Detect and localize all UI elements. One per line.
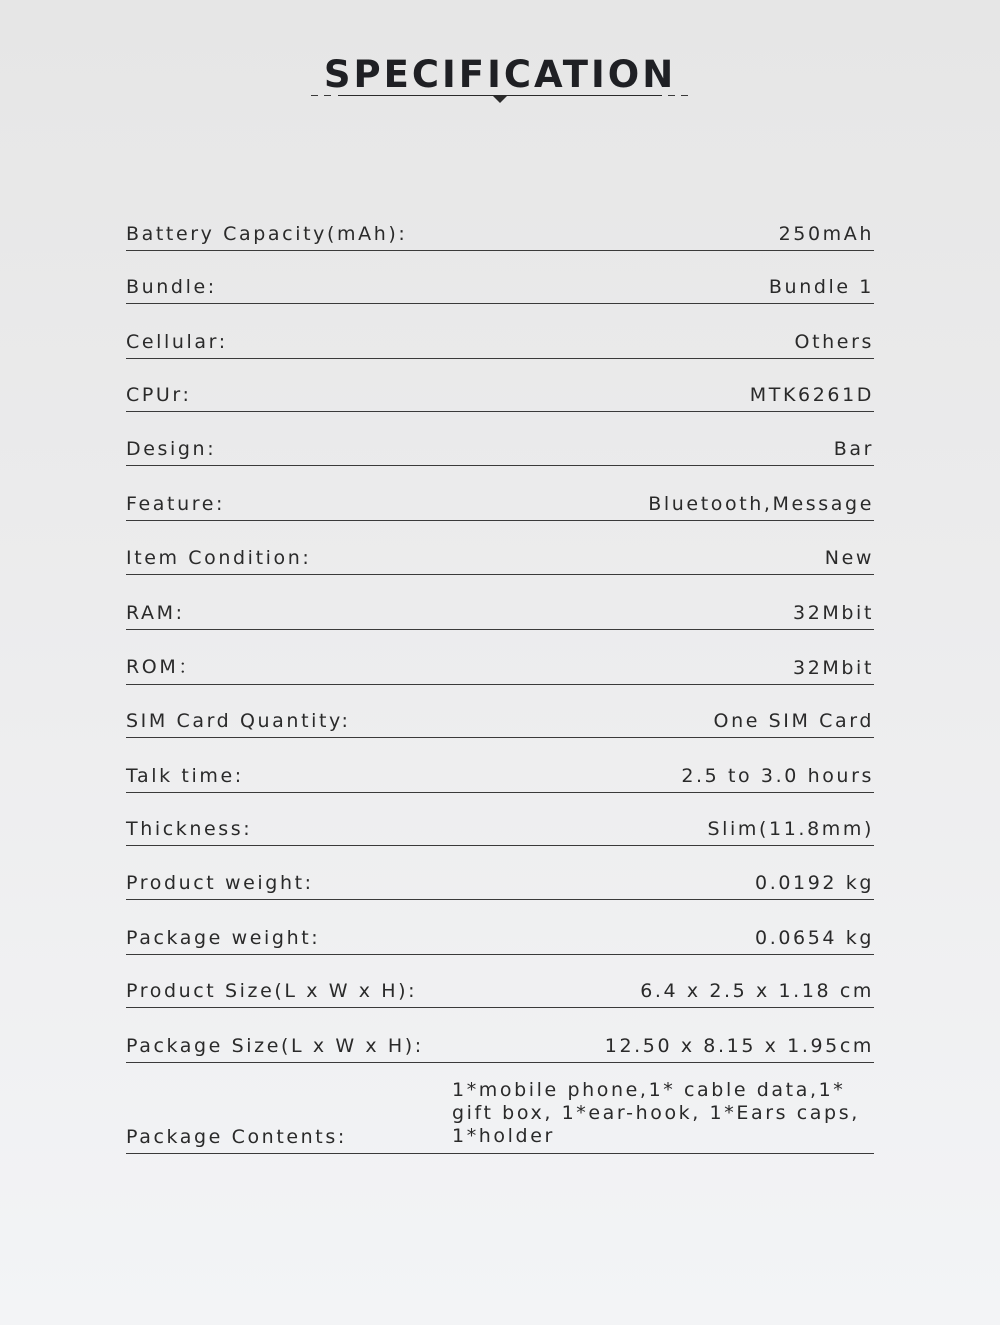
- spec-label: ROM：: [126, 656, 200, 678]
- page-title: SPECIFICATION: [323, 53, 677, 96]
- spec-row-item-condition: [126, 524, 874, 575]
- spec-label: Item Condition:: [126, 547, 312, 569]
- spec-header: [0, 52, 1000, 112]
- spec-value: New: [824, 547, 874, 569]
- spec-label: Package Size(L x W x H):: [126, 1035, 424, 1057]
- spec-label: CPUr:: [126, 384, 192, 406]
- spec-value: Bluetooth,Message: [648, 493, 874, 515]
- spec-value: 32Mbit: [793, 602, 874, 624]
- spec-row-bundle: [126, 253, 874, 304]
- spec-label: Cellular:: [126, 331, 228, 353]
- spec-label: Product weight:: [126, 872, 314, 894]
- spec-value: MTK6261D: [749, 384, 874, 406]
- spec-value: Slim(11.8mm): [707, 818, 874, 840]
- spec-label: Bundle:: [126, 276, 217, 298]
- spec-value: 250mAh: [778, 223, 874, 245]
- spec-label: Package weight:: [126, 927, 321, 949]
- spec-row-package-size: [126, 1012, 874, 1063]
- spec-row-design: [126, 415, 874, 466]
- spec-value: 6.4 x 2.5 x 1.18 cm: [640, 980, 874, 1002]
- spec-label: Product Size(L x W x H):: [126, 980, 418, 1002]
- spec-row-battery: [126, 200, 874, 251]
- spec-label: Design:: [126, 438, 217, 460]
- spec-row-rom: [126, 634, 874, 685]
- spec-row-product-weight: [126, 849, 874, 900]
- spec-value: One SIM Card: [713, 710, 874, 732]
- spec-label: Thickness:: [126, 818, 253, 840]
- spec-value: 0.0654 kg: [755, 927, 874, 949]
- spec-row-package-weight: [126, 904, 874, 955]
- spec-label: SIM Card Quantity:: [126, 710, 351, 732]
- spec-row-product-size: [126, 957, 874, 1008]
- spec-row-cpu: [126, 361, 874, 412]
- spec-value: 1*mobile phone,1* cable data,1* gift box, 1*ear-hook, 1*Ears caps, 1*holder: [452, 1079, 860, 1147]
- spec-label: Feature:: [126, 493, 225, 515]
- spec-value: 2.5 to 3.0 hours: [681, 765, 874, 787]
- spec-label: RAM:: [126, 602, 185, 624]
- spec-row-thickness: [126, 795, 874, 846]
- spec-row-cellular: [126, 308, 874, 359]
- spec-row-feature: [126, 470, 874, 521]
- spec-row-package-contents: [126, 1068, 874, 1154]
- spec-row-ram: [126, 579, 874, 630]
- spec-row-sim-card-quantity: [126, 687, 874, 738]
- spec-value: Bundle 1: [768, 276, 874, 298]
- spec-value: Bar: [833, 438, 874, 460]
- spec-value: Others: [794, 331, 874, 353]
- spec-label: Package Contents:: [126, 1126, 347, 1148]
- spec-row-talk-time: [126, 742, 874, 793]
- spec-value: 32Mbit: [793, 657, 874, 679]
- spec-label: Talk time:: [126, 765, 244, 787]
- spec-value: 12.50 x 8.15 x 1.95cm: [604, 1035, 874, 1057]
- spec-label: Battery Capacity(mAh):: [126, 223, 408, 245]
- spec-value: 0.0192 kg: [755, 872, 874, 894]
